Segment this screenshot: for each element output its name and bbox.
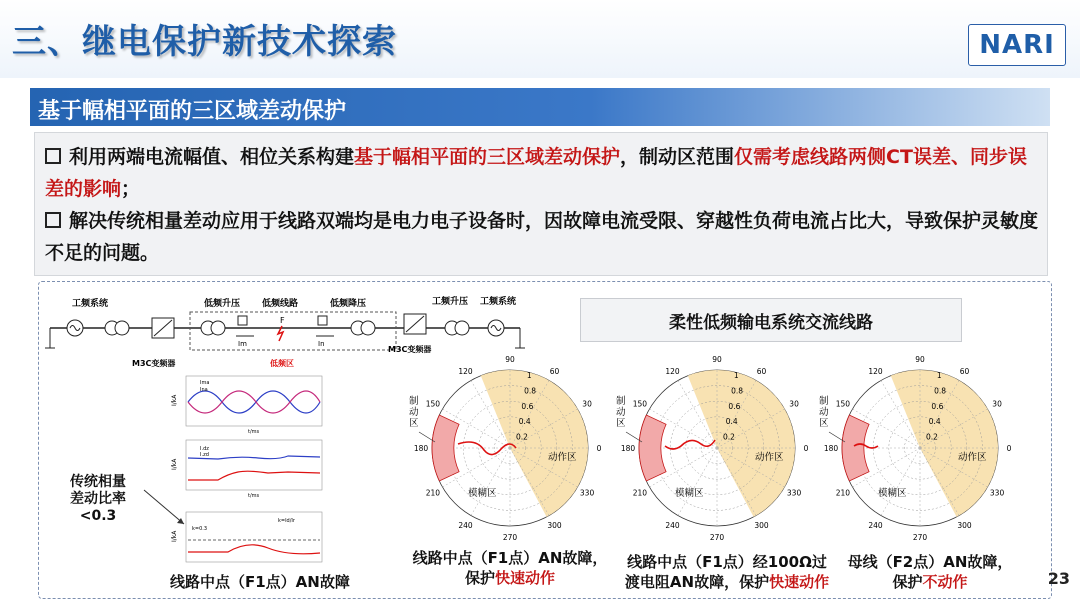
angle-tick-label: 270 [912, 533, 928, 542]
svg-text:Ima: Ima [200, 380, 210, 386]
polar-plot-3 [815, 350, 1025, 550]
brake-zone-label: 制 [616, 396, 626, 407]
radial-tick-label: 0.8 [731, 386, 744, 396]
label-im: Im [238, 340, 247, 348]
page-number: 23 [1047, 569, 1070, 588]
label-conv-left: M3C变频器 [132, 359, 176, 368]
angle-tick-label: 30 [992, 399, 1002, 409]
angle-tick-label: 150 [632, 399, 648, 409]
radial-tick-label: 0.4 [725, 417, 738, 427]
radial-tick-label: 0.6 [521, 401, 534, 411]
caption-4: 母线（F2点）AN故障， 保护不动作 [847, 553, 1013, 591]
angle-tick-label: 270 [709, 533, 725, 542]
angle-tick-label: 0 [596, 444, 602, 453]
checkbox-square-icon [45, 212, 61, 228]
radial-tick-label: 0.2 [723, 432, 735, 442]
angle-tick-label: 30 [582, 399, 592, 409]
radial-tick-label: 0.8 [934, 386, 947, 396]
brake-zone-label: 区 [409, 418, 419, 429]
svg-text:Ina: Ina [200, 387, 208, 393]
label-conv-right: M3C变频器 [388, 345, 432, 354]
polar-plot-1 [405, 350, 615, 550]
section-title: 基于幅相平面的三区域差动保护 [38, 99, 347, 124]
svg-text:t/ms: t/ms [248, 493, 260, 499]
angle-tick-label: 120 [868, 366, 883, 376]
label-lf-step-down: 低频降压 [330, 299, 367, 309]
label-lf-zone: 低频区 [270, 359, 294, 368]
angle-tick-label: 60 [959, 366, 970, 376]
angle-tick-label: 120 [458, 366, 473, 376]
operate-zone-label: 动作区 [548, 452, 577, 463]
brake-zone-label: 制 [819, 396, 829, 407]
svg-text:I/kA: I/kA [171, 394, 178, 406]
angle-tick-label: 180 [620, 444, 636, 453]
fault-point-label: F [280, 316, 285, 325]
angle-tick-label: 90 [505, 355, 515, 364]
radial-tick-label: 0.4 [518, 417, 531, 427]
angle-tick-label: 240 [458, 521, 473, 531]
angle-tick-label: 210 [835, 488, 851, 498]
bullet-1: 利用两端电流幅值、相位关系构建基于幅相平面的三区域差动保护，制动区范围仅需考虑线路两侧CT误差、同步误差的影响； [45, 146, 1027, 200]
waveform-plot-1 [171, 376, 322, 435]
radial-tick-label: 0.6 [728, 401, 741, 411]
radial-tick-label: 0.2 [926, 432, 938, 442]
svg-text:I.dz: I.dz [200, 446, 209, 452]
right-system-labels [430, 292, 540, 312]
radial-tick-label: 0.8 [524, 386, 537, 396]
angle-tick-label: 60 [756, 366, 767, 376]
angle-tick-label: 180 [823, 444, 839, 453]
radial-tick-label: 0.2 [516, 432, 528, 442]
angle-tick-label: 270 [502, 533, 518, 542]
angle-tick-label: 90 [712, 355, 722, 364]
polar-plot-2 [612, 350, 822, 550]
radial-tick-label: 0.4 [928, 417, 941, 427]
angle-tick-label: 210 [632, 488, 648, 498]
traditional-ratio-note: 传统相量 差动比率 <0.3 [70, 474, 126, 524]
angle-tick-label: 150 [835, 399, 851, 409]
nari-logo: NARI [968, 24, 1066, 66]
label-lf-step-up: 低频升压 [204, 299, 241, 309]
radial-tick-label: 1 [936, 371, 942, 381]
waveform-plot-3 [171, 512, 322, 562]
caption-2: 线路中点（F1点）AN故障， 保护快速动作 [412, 549, 608, 587]
system-title-box: 柔性低频输电系统交流线路 [580, 298, 962, 342]
angle-tick-label: 0 [803, 444, 809, 453]
blur-zone-label: 模糊区 [878, 488, 907, 499]
angle-tick-label: 330 [989, 488, 1005, 498]
bullet-box [34, 132, 1048, 276]
brake-zone-label: 区 [616, 418, 626, 429]
blur-zone-label: 模糊区 [468, 488, 497, 499]
angle-tick-label: 180 [413, 444, 429, 453]
angle-tick-label: 300 [754, 521, 769, 531]
label-in: In [318, 340, 325, 348]
angle-tick-label: 120 [665, 366, 680, 376]
brake-zone-label: 动 [616, 407, 626, 418]
brake-zone-label: 动 [409, 407, 419, 418]
waveform-plots [168, 372, 328, 572]
waveform-plot-2 [171, 440, 322, 499]
bullet-2: 解决传统相量差动应用于线路双端均是电力电子设备时，因故障电流受限、穿越性负荷电流占比大，导致保护灵敏度不足的问题。 [45, 210, 1039, 264]
section-banner [30, 88, 1050, 126]
caption-3: 线路中点（F1点）经100Ω过 渡电阻AN故障，保护快速动作 [624, 553, 830, 591]
angle-tick-label: 90 [915, 355, 925, 364]
angle-tick-label: 210 [425, 488, 441, 498]
brake-zone-label: 动 [819, 407, 829, 418]
radial-tick-label: 1 [526, 371, 532, 381]
checkbox-square-icon [45, 148, 61, 164]
label-sys-left: 工频系统 [72, 299, 109, 309]
angle-tick-label: 60 [549, 366, 560, 376]
angle-tick-label: 150 [425, 399, 441, 409]
svg-text:t/ms: t/ms [248, 429, 260, 435]
brake-zone-label: 制 [409, 396, 419, 407]
angle-tick-label: 330 [786, 488, 802, 498]
brake-zone-label: 区 [819, 418, 829, 429]
svg-text:工频系统: 工频系统 [480, 297, 517, 307]
angle-tick-label: 0 [1006, 444, 1012, 453]
caption-1: 线路中点（F1点）AN故障 [170, 573, 350, 591]
svg-text:k=Id/Ir: k=Id/Ir [278, 518, 295, 524]
angle-tick-label: 30 [789, 399, 799, 409]
angle-tick-label: 240 [868, 521, 883, 531]
page-title: 三、继电保护新技术探索 [12, 22, 397, 62]
angle-tick-label: 300 [547, 521, 562, 531]
angle-tick-label: 240 [665, 521, 680, 531]
label-lf-line: 低频线路 [262, 299, 299, 309]
angle-tick-label: 330 [579, 488, 595, 498]
svg-text:工频升压: 工频升压 [432, 297, 469, 307]
radial-tick-label: 0.6 [931, 401, 944, 411]
blur-zone-label: 模糊区 [675, 488, 704, 499]
angle-tick-label: 300 [957, 521, 972, 531]
svg-text:k=0.3: k=0.3 [192, 526, 208, 532]
svg-text:I.zd: I.zd [200, 452, 209, 458]
svg-text:I/kA: I/kA [171, 458, 178, 470]
svg-text:I/kA: I/kA [171, 530, 178, 542]
operate-zone-label: 动作区 [958, 452, 987, 463]
operate-zone-label: 动作区 [755, 452, 784, 463]
radial-tick-label: 1 [733, 371, 739, 381]
